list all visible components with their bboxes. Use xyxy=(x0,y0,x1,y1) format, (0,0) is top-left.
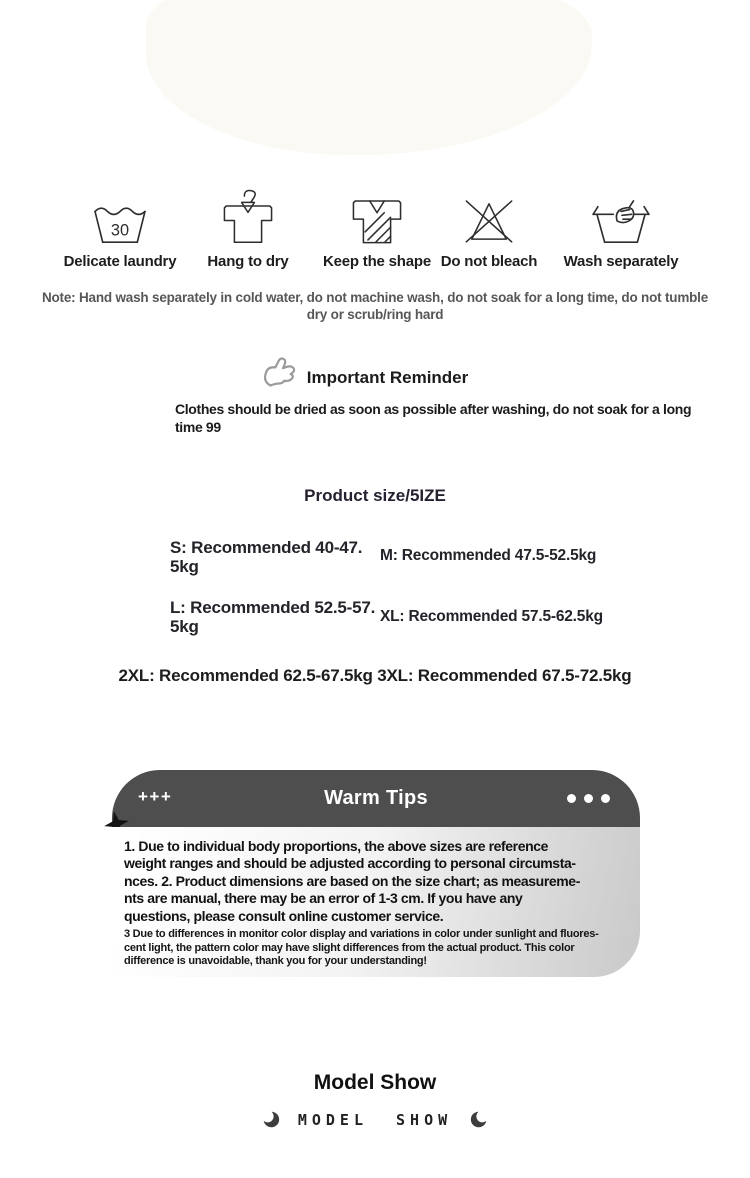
care-note-line1: Note: Hand wash separately in cold water, do not machine wash, do not soak for a long time, do not tumble xyxy=(41,290,709,305)
pointing-hand-icon xyxy=(262,356,306,399)
size-s-line2: 5kg xyxy=(170,557,199,576)
size-l-line1: L: Recommended 52.5-57. xyxy=(170,598,376,617)
tips-p2-line: cent light, the pattern color may have slight differences from the actual product. This color xyxy=(124,941,575,954)
tips-p1-line: questions, please consult online customer service. xyxy=(124,907,444,924)
model-show-title: Model Show xyxy=(313,1071,437,1094)
warm-tips-paragraph-2 xyxy=(124,928,628,969)
three-dots-icon xyxy=(567,794,610,803)
do-not-bleach-icon xyxy=(418,188,560,248)
important-reminder-header xyxy=(0,356,740,399)
hang-dry-shirt-icon xyxy=(180,182,316,248)
reminder-body-line2: time 99 xyxy=(175,418,221,435)
warm-tips-title: Warm Tips xyxy=(324,787,428,809)
tips-p1-line: nces. 2. Product dimensions are based on the size chart; as measureme- xyxy=(124,872,580,889)
care-item-wash-separately xyxy=(546,188,696,270)
crescent-left-icon xyxy=(263,1110,280,1129)
size-m-line1: M: Recommended 47.5-52.5kg xyxy=(380,547,597,564)
care-item-hang-to-dry xyxy=(180,182,316,270)
size-cell-s xyxy=(170,538,385,576)
hand-wash-basin-icon xyxy=(546,188,696,248)
faint-product-photo-blob xyxy=(146,0,592,155)
plus-decoration: +++ xyxy=(138,787,173,806)
tips-p1-line: nts are manual, there may be an error of 1-3 cm. If you have any xyxy=(124,890,523,907)
size-cell-xl xyxy=(380,608,660,626)
care-label: Do not bleach xyxy=(440,253,538,270)
warm-tips-header-bar xyxy=(112,770,640,827)
reminder-body-line1: Clothes should be dried as soon as possible after washing, do not soak for a long xyxy=(175,401,692,417)
tips-p2-line: 3 Due to differences in monitor color display and variations in color under sunlight and fluores- xyxy=(124,928,599,941)
size-footer-2xl-3xl: 2XL: Recommended 62.5-67.5kg 3XL: Recommended 67.5-72.5kg xyxy=(118,666,632,685)
important-reminder-title: Important Reminder xyxy=(306,367,469,387)
warm-tips-body xyxy=(112,827,640,977)
wash-30-basin-icon xyxy=(46,188,194,248)
care-item-do-not-bleach xyxy=(418,188,560,270)
care-label: Hang to dry xyxy=(207,253,289,270)
model-show-subtitle-row xyxy=(0,1110,750,1129)
svg-text:30: 30 xyxy=(110,221,130,240)
tips-p1-line: weight ranges and should be adjusted according to personal circumsta- xyxy=(124,855,576,872)
care-note-line2: dry or scrub/ring hard xyxy=(306,307,444,322)
size-cell-m xyxy=(380,547,650,565)
care-label: Delicate laundry xyxy=(63,253,177,270)
tips-p2-line: difference is unavoidable, thank you for your understanding! xyxy=(124,955,427,968)
important-reminder-body xyxy=(175,401,735,436)
crescent-right-icon xyxy=(470,1110,487,1129)
care-item-delicate-laundry xyxy=(46,188,194,270)
size-cell-l xyxy=(170,598,385,636)
care-label: Wash separately xyxy=(563,253,679,270)
warm-tips-card xyxy=(112,770,640,977)
care-label: Keep the shape xyxy=(322,253,432,270)
size-xl-line1: XL: Recommended 57.5-62.5kg xyxy=(380,608,603,625)
size-l-line2: 5kg xyxy=(170,617,199,636)
tips-p1-line: 1. Due to individual body proportions, the above sizes are reference xyxy=(124,838,549,854)
care-note xyxy=(3,289,747,323)
size-s-line1: S: Recommended 40-47. xyxy=(170,538,363,557)
warm-tips-paragraph-1 xyxy=(124,838,628,925)
product-size-title: Product size/5IZE xyxy=(304,486,446,505)
model-show-subtitle: MODEL SHOW xyxy=(297,1110,453,1129)
